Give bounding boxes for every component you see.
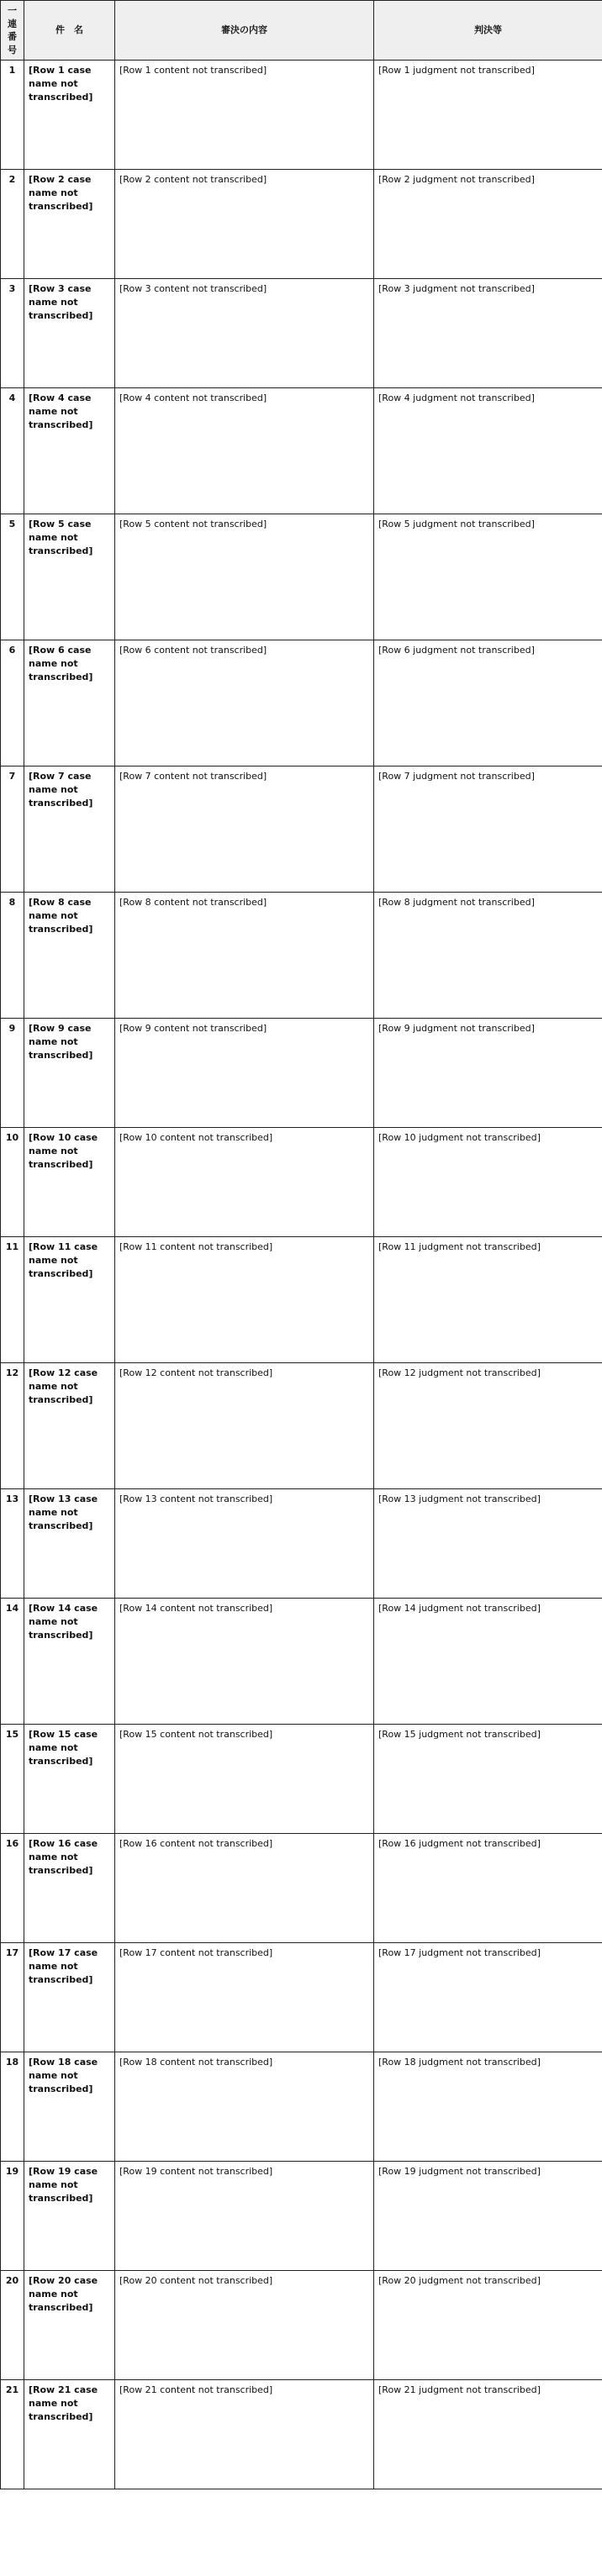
row-number: 4 — [1, 388, 24, 514]
case-judgment: [Row 2 judgment not transcribed] — [374, 170, 602, 279]
table-row — [1, 1834, 602, 1943]
case-judgment: [Row 4 judgment not transcribed] — [374, 388, 602, 514]
case-content: [Row 20 content not transcribed] — [115, 2271, 374, 2380]
case-judgment: [Row 14 judgment not transcribed] — [374, 1599, 602, 1725]
case-content: [Row 10 content not transcribed] — [115, 1128, 374, 1237]
case-content: [Row 19 content not transcribed] — [115, 2162, 374, 2271]
case-content: [Row 9 content not transcribed] — [115, 1019, 374, 1128]
table-row — [1, 170, 602, 279]
case-name: [Row 19 case name not transcribed] — [24, 2162, 115, 2271]
row-number: 11 — [1, 1237, 24, 1363]
case-content: [Row 1 content not transcribed] — [115, 61, 374, 170]
case-content: [Row 13 content not transcribed] — [115, 1489, 374, 1599]
case-content: [Row 14 content not transcribed] — [115, 1599, 374, 1725]
case-judgment: [Row 13 judgment not transcribed] — [374, 1489, 602, 1599]
row-number: 16 — [1, 1834, 24, 1943]
row-number: 7 — [1, 766, 24, 893]
case-name: [Row 15 case name not transcribed] — [24, 1725, 115, 1834]
case-judgment: [Row 9 judgment not transcribed] — [374, 1019, 602, 1128]
row-number: 2 — [1, 170, 24, 279]
case-name: [Row 5 case name not transcribed] — [24, 514, 115, 640]
case-judgment: [Row 5 judgment not transcribed] — [374, 514, 602, 640]
table-row — [1, 1128, 602, 1237]
case-judgment: [Row 19 judgment not transcribed] — [374, 2162, 602, 2271]
table-row — [1, 2380, 602, 2489]
table-row — [1, 2271, 602, 2380]
case-content: [Row 6 content not transcribed] — [115, 640, 374, 766]
case-content: [Row 8 content not transcribed] — [115, 893, 374, 1019]
row-number: 18 — [1, 2052, 24, 2162]
case-content: [Row 21 content not transcribed] — [115, 2380, 374, 2489]
case-content: [Row 2 content not transcribed] — [115, 170, 374, 279]
case-judgment: [Row 16 judgment not transcribed] — [374, 1834, 602, 1943]
case-name: [Row 9 case name not transcribed] — [24, 1019, 115, 1128]
case-name: [Row 21 case name not transcribed] — [24, 2380, 115, 2489]
row-number: 19 — [1, 2162, 24, 2271]
case-judgment: [Row 3 judgment not transcribed] — [374, 279, 602, 388]
case-judgment: [Row 20 judgment not transcribed] — [374, 2271, 602, 2380]
row-number: 12 — [1, 1363, 24, 1489]
table-header — [1, 1, 602, 61]
case-name: [Row 10 case name not transcribed] — [24, 1128, 115, 1237]
case-name: [Row 11 case name not transcribed] — [24, 1237, 115, 1363]
case-name: [Row 13 case name not transcribed] — [24, 1489, 115, 1599]
case-content: [Row 11 content not transcribed] — [115, 1237, 374, 1363]
case-name: [Row 4 case name not transcribed] — [24, 388, 115, 514]
case-name: [Row 16 case name not transcribed] — [24, 1834, 115, 1943]
case-name: [Row 18 case name not transcribed] — [24, 2052, 115, 2162]
case-name: [Row 8 case name not transcribed] — [24, 893, 115, 1019]
header-name: 件 名 — [24, 1, 115, 61]
case-judgment: [Row 18 judgment not transcribed] — [374, 2052, 602, 2162]
table-row — [1, 893, 602, 1019]
header-judgment: 判決等 — [374, 1, 602, 61]
case-judgment: [Row 6 judgment not transcribed] — [374, 640, 602, 766]
case-judgment: [Row 11 judgment not transcribed] — [374, 1237, 602, 1363]
case-content: [Row 3 content not transcribed] — [115, 279, 374, 388]
table-row — [1, 61, 602, 170]
case-name: [Row 6 case name not transcribed] — [24, 640, 115, 766]
row-number: 14 — [1, 1599, 24, 1725]
table-body — [1, 61, 602, 2489]
case-judgment: [Row 17 judgment not transcribed] — [374, 1943, 602, 2052]
row-number: 15 — [1, 1725, 24, 1834]
case-name: [Row 7 case name not transcribed] — [24, 766, 115, 893]
case-content: [Row 16 content not transcribed] — [115, 1834, 374, 1943]
case-name: [Row 20 case name not transcribed] — [24, 2271, 115, 2380]
table-row — [1, 1725, 602, 1834]
header-no: 一連 番号 — [1, 1, 24, 61]
table-row — [1, 1599, 602, 1725]
table-row — [1, 514, 602, 640]
row-number: 8 — [1, 893, 24, 1019]
case-content: [Row 17 content not transcribed] — [115, 1943, 374, 2052]
case-judgment: [Row 21 judgment not transcribed] — [374, 2380, 602, 2489]
case-name: [Row 3 case name not transcribed] — [24, 279, 115, 388]
table-row — [1, 2162, 602, 2271]
case-name: [Row 1 case name not transcribed] — [24, 61, 115, 170]
table-row — [1, 640, 602, 766]
case-name: [Row 17 case name not transcribed] — [24, 1943, 115, 2052]
case-content: [Row 4 content not transcribed] — [115, 388, 374, 514]
case-content: [Row 5 content not transcribed] — [115, 514, 374, 640]
table-row — [1, 2052, 602, 2162]
table-row — [1, 279, 602, 388]
row-number: 20 — [1, 2271, 24, 2380]
row-number: 9 — [1, 1019, 24, 1128]
row-number: 10 — [1, 1128, 24, 1237]
case-judgment: [Row 8 judgment not transcribed] — [374, 893, 602, 1019]
row-number: 6 — [1, 640, 24, 766]
case-content: [Row 18 content not transcribed] — [115, 2052, 374, 2162]
row-number: 5 — [1, 514, 24, 640]
row-number: 1 — [1, 61, 24, 170]
case-name: [Row 14 case name not transcribed] — [24, 1599, 115, 1725]
case-content: [Row 12 content not transcribed] — [115, 1363, 374, 1489]
header-content: 審決の内容 — [115, 1, 374, 61]
case-content: [Row 15 content not transcribed] — [115, 1725, 374, 1834]
table-row — [1, 1489, 602, 1599]
row-number: 3 — [1, 279, 24, 388]
case-judgment: [Row 15 judgment not transcribed] — [374, 1725, 602, 1834]
table-row — [1, 766, 602, 893]
table-row — [1, 1019, 602, 1128]
table-row — [1, 1943, 602, 2052]
header-row — [1, 1, 602, 61]
case-judgment: [Row 1 judgment not transcribed] — [374, 61, 602, 170]
table-row — [1, 1237, 602, 1363]
case-content: [Row 7 content not transcribed] — [115, 766, 374, 893]
case-name: [Row 2 case name not transcribed] — [24, 170, 115, 279]
row-number: 21 — [1, 2380, 24, 2489]
row-number: 17 — [1, 1943, 24, 2052]
case-judgment: [Row 12 judgment not transcribed] — [374, 1363, 602, 1489]
table-row — [1, 1363, 602, 1489]
row-number: 13 — [1, 1489, 24, 1599]
case-judgment: [Row 7 judgment not transcribed] — [374, 766, 602, 893]
case-judgment: [Row 10 judgment not transcribed] — [374, 1128, 602, 1237]
table-row — [1, 388, 602, 514]
case-name: [Row 12 case name not transcribed] — [24, 1363, 115, 1489]
